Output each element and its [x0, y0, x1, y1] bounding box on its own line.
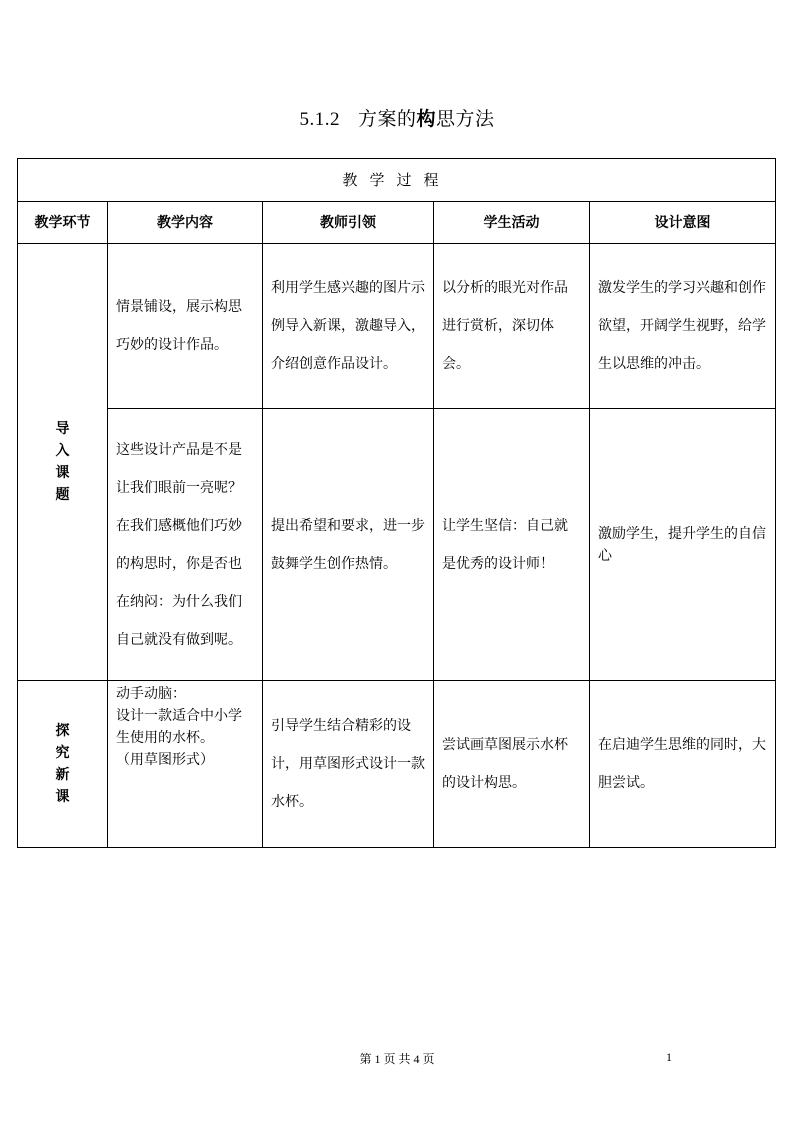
content-body: 设计一款适合中小学生使用的水杯。	[116, 708, 242, 746]
table-heading: 教学过程	[18, 159, 776, 202]
content-label: 动手动脑：	[116, 686, 186, 702]
title-text-bold: 构	[416, 108, 436, 130]
table-row	[18, 244, 776, 409]
intent-cell: 激励学生，提升学生的自信心	[590, 409, 776, 681]
teacher-cell: 引导学生结合精彩的设计，用草图形式设计一款水杯。	[263, 681, 434, 848]
intent-cell: 激发学生的学习兴趣和创作欲望，开阔学生视野，给学生以思维的冲击。	[590, 244, 776, 409]
student-cell: 尝试画草图展示水杯的设计构思。	[434, 681, 590, 848]
content-note: （用草图形式）	[116, 752, 214, 768]
section-number: 5.1.2	[299, 109, 340, 130]
stage-char: 课	[55, 465, 70, 481]
title-text-part1: 方案的	[357, 108, 417, 130]
table-row	[18, 681, 776, 848]
stage-char: 课	[55, 789, 70, 805]
stage-char: 题	[55, 487, 70, 503]
table-row	[18, 409, 776, 681]
column-header: 教学环节	[18, 202, 108, 244]
stage-char: 导	[55, 421, 70, 437]
intent-cell: 在启迪学生思维的同时，大胆尝试。	[590, 681, 776, 848]
stage-cell-explore	[18, 681, 108, 848]
column-header: 教师引领	[263, 202, 434, 244]
content-cell: 这些设计产品是不是让我们眼前一亮呢？在我们感概他们巧妙的构思时，你是否也在纳闷：为什么我们自己就没有做到呢。	[108, 409, 263, 681]
column-header-row	[18, 202, 776, 244]
stage-char: 究	[55, 745, 70, 761]
lesson-table	[17, 158, 776, 848]
column-header: 设计意图	[590, 202, 776, 244]
stage-char: 入	[55, 443, 70, 459]
stage-char: 探	[55, 723, 70, 739]
content-cell	[108, 681, 263, 848]
table-heading-row	[18, 159, 776, 202]
title-text-part2: 思方法	[436, 108, 495, 130]
student-cell: 以分析的眼光对作品进行赏析，深切体会。	[434, 244, 590, 409]
student-cell: 让学生坚信：自己就是优秀的设计师！	[434, 409, 590, 681]
teacher-cell: 提出希望和要求，进一步鼓舞学生创作热情。	[263, 409, 434, 681]
page-number: 1	[666, 1050, 672, 1064]
column-header: 教学内容	[108, 202, 263, 244]
column-header: 学生活动	[434, 202, 590, 244]
teacher-cell: 利用学生感兴趣的图片示例导入新课，激趣导入，介绍创意作品设计。	[263, 244, 434, 409]
content-cell: 情景铺设，展示构思巧妙的设计作品。	[108, 244, 263, 409]
document-title	[0, 104, 794, 131]
stage-char: 新	[55, 767, 70, 783]
page-footer: 第 1 页 共 4 页	[359, 1052, 435, 1066]
stage-cell-intro	[18, 244, 108, 681]
